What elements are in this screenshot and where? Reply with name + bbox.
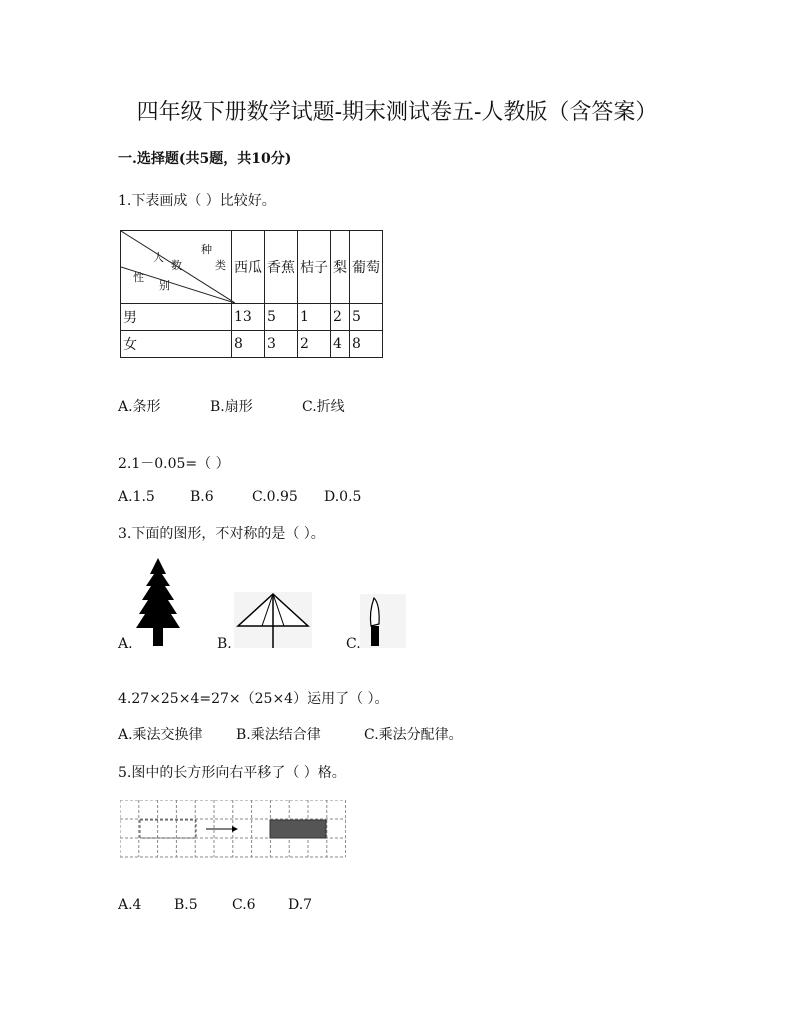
original-rectangle <box>140 820 196 838</box>
table-cell: 5 <box>265 304 298 331</box>
diag-label: 类 <box>215 259 226 272</box>
table-row <box>121 331 383 358</box>
option-b[interactable]: B. <box>217 636 232 652</box>
option-c[interactable]: C.6 <box>232 897 256 913</box>
question-3-stem: 3.下面的图形，不对称的是（ ）。 <box>118 526 325 542</box>
fruit-table <box>120 230 383 358</box>
table-header-cell: 西瓜 <box>232 231 265 304</box>
table-header-cell: 桔子 <box>298 231 331 304</box>
option-a[interactable]: A.乘法交换律 <box>118 727 203 743</box>
question-5-stem: 5.图中的长方形向右平移了（ ）格。 <box>118 765 346 781</box>
table-cell: 3 <box>265 331 298 358</box>
diag-label: 种 <box>201 243 212 256</box>
option-b[interactable]: B.扇形 <box>210 399 253 415</box>
option-d[interactable]: D.0.5 <box>324 489 362 505</box>
option-b[interactable]: B.5 <box>174 897 198 913</box>
table-cell: 2 <box>298 331 331 358</box>
page-title: 四年级下册数学试题-期末测试卷五-人教版（含答案） <box>136 100 658 125</box>
row-label: 女 <box>121 331 232 358</box>
diag-label: 性 <box>133 271 144 284</box>
option-a[interactable]: A. <box>118 636 133 652</box>
option-a[interactable]: A.1.5 <box>118 489 155 505</box>
option-c[interactable]: C.0.95 <box>252 489 298 505</box>
question-4-stem: 4.27×25×4=27×（25×4）运用了（ ）。 <box>118 691 389 707</box>
option-d[interactable]: D.7 <box>288 897 313 913</box>
knife-icon <box>360 594 406 648</box>
option-a[interactable]: A.条形 <box>118 399 161 415</box>
table-header-cell: 梨 <box>331 231 350 304</box>
question-2-stem: 2.1－0.05=（ ） <box>118 456 230 472</box>
diag-label: 人 <box>153 251 164 264</box>
table-cell: 8 <box>232 331 265 358</box>
option-b[interactable]: B.6 <box>190 489 214 505</box>
option-b[interactable]: B.乘法结合律 <box>236 727 321 743</box>
row-label: 男 <box>121 304 232 331</box>
table-header-cell: 葡萄 <box>350 231 383 304</box>
option-c[interactable]: C.折线 <box>302 399 345 415</box>
table-row <box>121 304 383 331</box>
diag-label: 别 <box>159 279 170 292</box>
option-a[interactable]: A.4 <box>118 897 142 913</box>
table-cell: 2 <box>331 304 350 331</box>
table-cell: 8 <box>350 331 383 358</box>
question-1-stem: 1.下表画成（ ）比较好。 <box>118 193 276 209</box>
umbrella-icon <box>234 592 312 648</box>
option-c[interactable]: C.乘法分配律。 <box>364 727 463 743</box>
option-c[interactable]: C. <box>346 636 361 652</box>
section-heading: 一.选择题(共5题，共10分) <box>118 151 292 167</box>
table-cell: 13 <box>232 304 265 331</box>
tree-icon <box>130 556 186 648</box>
diag-label: 数 <box>171 259 182 272</box>
table-cell: 5 <box>350 304 383 331</box>
table-diagonal-header <box>121 231 232 304</box>
translation-grid <box>120 800 346 858</box>
table-cell: 1 <box>298 304 331 331</box>
table-cell: 4 <box>331 331 350 358</box>
table-header-cell: 香蕉 <box>265 231 298 304</box>
moved-rectangle <box>270 820 326 838</box>
